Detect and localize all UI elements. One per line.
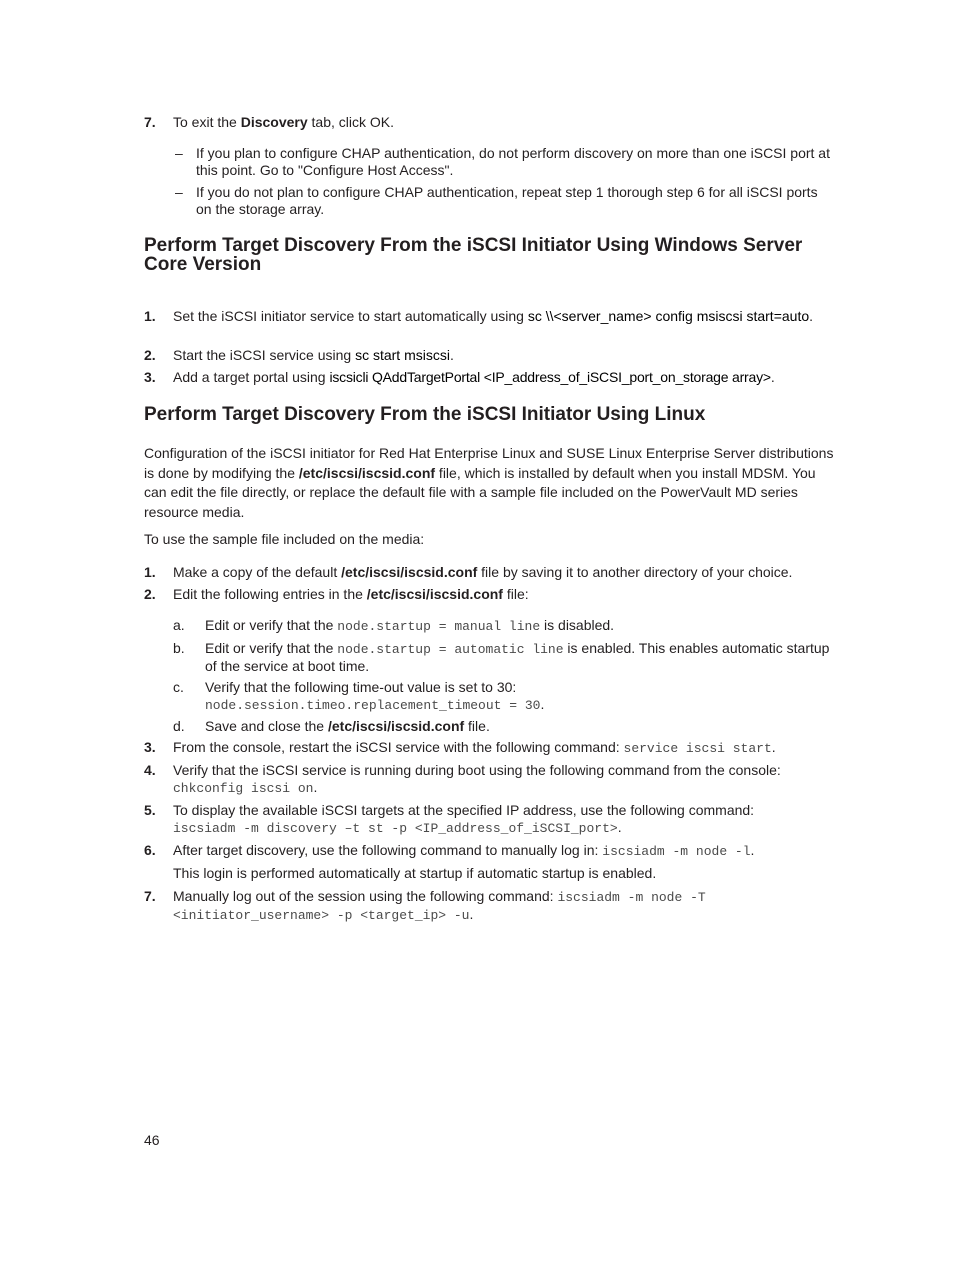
- step-text: Verify that the iSCSI service is running during boot using the following command from the console: chkconfig iscsi on.: [173, 762, 781, 796]
- step-number: 1.: [144, 308, 156, 324]
- step-number: 6.: [144, 842, 156, 858]
- bullet-dash: –: [175, 184, 183, 200]
- code-snippet: node.startup = automatic line: [337, 642, 564, 657]
- sample-file-paragraph: To use the sample file included on the media:: [144, 531, 425, 547]
- code-snippet: iscsiadm -m node -T: [557, 890, 706, 905]
- bullet-text: If you do not plan to configure CHAP authentication, repeat step 1 thorough step 6 for all iSCSI ports on the storage array.: [196, 184, 818, 217]
- substep-text: Verify that the following time-out value is set to 30: node.session.timeo.replacement_timeout = 30.: [205, 679, 545, 713]
- step-text: To display the available iSCSI targets at the specified IP address, use the following command: iscsiadm -m discovery –t st -p <IP_address_of_iSCSI_port>.: [173, 802, 755, 836]
- step-text: Manually log out of the session using the following command: iscsiadm -m node -T <initiator_username> -p <target_ip> -u.: [173, 888, 706, 923]
- substep-letter: b.: [173, 640, 185, 656]
- heading-linux: Perform Target Discovery From the iSCSI Initiator Using Linux: [144, 404, 706, 425]
- step-text: Add a target portal using iscsicli QAddTargetPortal <IP_address_of_iSCSI_port_on_storage array>.: [173, 369, 775, 385]
- page-number: 46: [144, 1132, 160, 1148]
- code-snippet: service iscsi start: [623, 741, 772, 756]
- code-snippet: node.session.timeo.replacement_timeout = 30: [205, 698, 541, 713]
- substep-text: Save and close the /etc/iscsi/iscsid.conf file.: [205, 718, 490, 734]
- step-text: Start the iSCSI service using sc start msiscsi.: [173, 347, 454, 363]
- substep-letter: c.: [173, 679, 184, 695]
- note-text: This login is performed automatically at startup if automatic startup is enabled.: [173, 865, 657, 881]
- step-number: 5.: [144, 802, 156, 818]
- code-snippet: <initiator_username> -p <target_ip> -u: [173, 908, 470, 923]
- step-number: 3.: [144, 739, 156, 755]
- substep-letter: d.: [173, 718, 185, 734]
- command-text: sc start msiscsi: [355, 347, 450, 363]
- linux-intro-paragraph: Configuration of the iSCSI initiator for Red Hat Enterprise Linux and SUSE Linux Enterprise Server distributions is done by modifying the /etc/iscsi/iscsid.conf file, which is installed by default when you install MDSM. You can edit the file directly, or replace the default file with a sample file included on the PowerVault MD series resource media.: [144, 445, 834, 520]
- substep-text: Edit or verify that the node.startup = manual line is disabled.: [205, 617, 615, 634]
- step-text: To exit the Discovery tab, click OK.: [173, 114, 394, 130]
- step-text: Edit the following entries in the /etc/iscsi/iscsid.conf file:: [173, 586, 529, 602]
- step-number: 2.: [144, 586, 156, 602]
- step-number: 1.: [144, 564, 156, 580]
- substep-text: Edit or verify that the node.startup = automatic line is enabled. This enables automatic startup of the service at boot time.: [205, 640, 830, 674]
- step-number: 7.: [144, 888, 156, 904]
- command-text: iscsicli QAddTargetPortal <IP_address_of_iSCSI_port_on_storage array>: [329, 369, 771, 385]
- command-text: sc \\<server_name> config msiscsi start=auto: [527, 308, 810, 324]
- step-number: 7.: [144, 114, 156, 130]
- discovery-tab-label: Discovery: [240, 114, 308, 130]
- step-number: 4.: [144, 762, 156, 778]
- step-text: From the console, restart the iSCSI service with the following command: service iscsi start.: [173, 739, 776, 756]
- step-text: After target discovery, use the following command to manually log in: iscsiadm -m node -l.: [173, 842, 755, 859]
- step-text: Make a copy of the default /etc/iscsi/iscsid.conf file by saving it to another directory of your choice.: [173, 564, 793, 580]
- iscsid-conf-path: /etc/iscsi/iscsid.conf: [298, 464, 436, 481]
- heading-windows-server-core: Perform Target Discovery From the iSCSI Initiator Using Windows Server Core Version: [144, 235, 803, 275]
- step-text: Set the iSCSI initiator service to start automatically using sc \\<server_name> config msiscsi start=auto.: [173, 308, 814, 324]
- substep-letter: a.: [173, 617, 185, 633]
- code-snippet: node.startup = manual line: [337, 619, 541, 634]
- code-snippet: iscsiadm -m node -l: [602, 844, 751, 859]
- code-snippet: chkconfig iscsi on: [173, 781, 314, 796]
- bullet-text: If you plan to configure CHAP authentication, do not perform discovery on more than one iSCSI port at this point. Go to "Configure Host Access".: [196, 145, 830, 178]
- code-snippet: iscsiadm -m discovery –t st -p <IP_address_of_iSCSI_port>: [173, 821, 618, 836]
- bullet-dash: –: [175, 145, 183, 161]
- step-number: 2.: [144, 347, 156, 363]
- step-number: 3.: [144, 369, 156, 385]
